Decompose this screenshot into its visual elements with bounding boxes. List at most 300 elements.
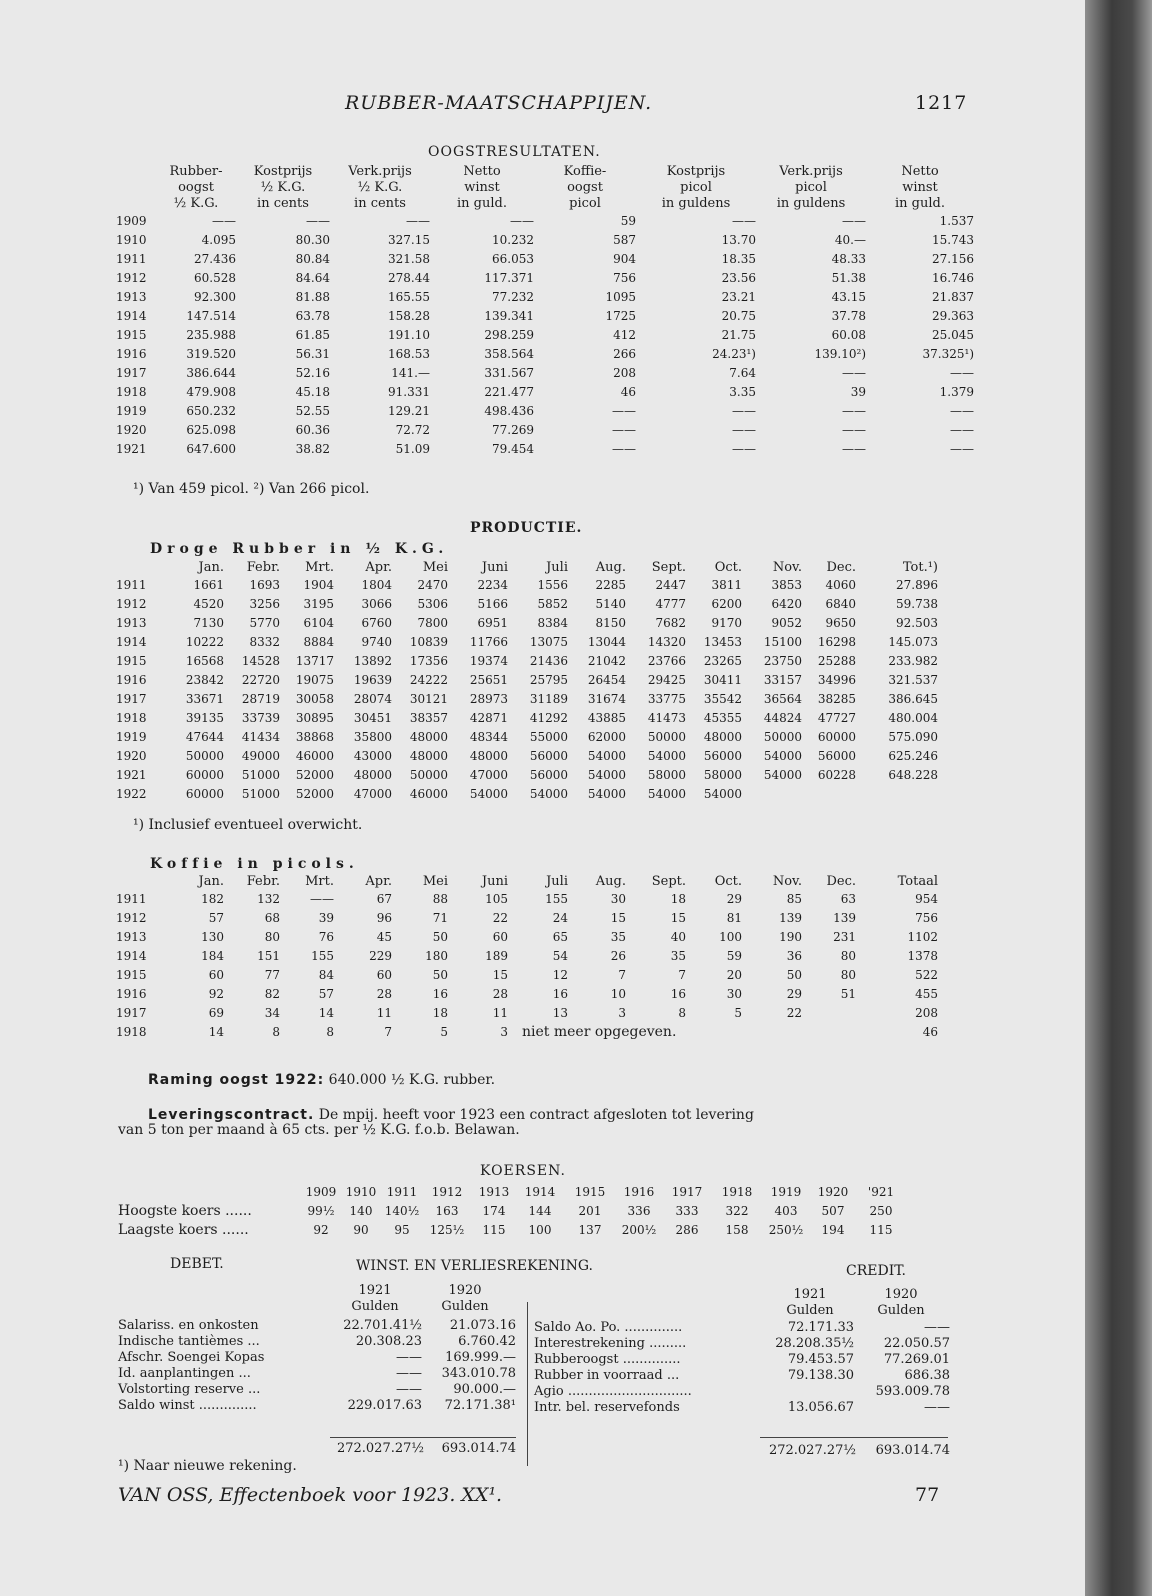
value-cell: 14 [318,1006,334,1020]
column-header: ½ K.G. [260,180,306,195]
oogst-row [116,231,974,250]
month-header: Febr. [246,560,280,575]
value-cell: 2447 [655,578,686,592]
ledger-value-1921: —— [396,1350,422,1365]
running-title: RUBBER-MAATSCHAPPIJEN. [345,92,653,114]
value-cell: 7 [618,968,626,982]
value-cell: 50 [432,968,448,982]
ledger-value-1921: 229.017.63 [347,1398,422,1413]
ledger-label: Volstorting reserve ... [118,1382,261,1397]
value-cell: 1804 [361,578,392,592]
value-cell: 54000 [763,768,802,782]
ledger-value-1920: 169.999.— [445,1350,516,1365]
koffie-row [116,966,938,985]
value-cell: 25795 [529,673,568,687]
rubber-row [116,671,938,690]
value-cell: 403 [774,1204,798,1218]
rubber-label: Droge Rubber in ½ K.G. [150,541,449,557]
column-header: Kostprijs [666,164,726,179]
value-cell: —— [612,423,636,437]
rubber-row [116,633,938,652]
unit-label: Gulden [351,1299,399,1314]
productie-title: PRODUCTIE. [470,520,583,536]
value-cell: 163 [435,1204,459,1218]
rubber-row [116,709,938,728]
month-header: Juni [481,560,508,575]
value-cell: 21.75 [721,328,756,342]
value-cell: 23.56 [721,271,756,285]
value-cell: 233.982 [888,654,938,668]
value-cell: 1693 [249,578,280,592]
rubber-row [116,690,938,709]
value-cell: 9740 [361,635,392,649]
value-cell: 5 [734,1006,742,1020]
value-cell: 3811 [711,578,742,592]
year-cell: 1918 [116,1025,147,1039]
value-cell: 29.363 [932,309,974,323]
value-cell: 80.30 [295,233,330,247]
month-header: Juli [546,874,568,889]
value-cell: 84.64 [295,271,330,285]
value-cell: 11 [492,1006,508,1020]
value-cell: 14320 [647,635,686,649]
value-cell: 61.85 [295,328,330,342]
oogst-row [116,269,974,288]
month-header: Jan. [198,560,224,575]
year-cell: 1917 [116,1006,147,1020]
value-cell: 51.09 [395,442,430,456]
month-header: Mrt. [305,874,334,889]
value-cell: 95 [394,1223,410,1237]
debet-heading: DEBET. [170,1256,224,1272]
rekening-footnote: ¹) Naar nieuwe rekening. [118,1458,297,1474]
value-cell: 31674 [587,692,626,706]
month-header: Juli [546,560,568,575]
value-cell: 46000 [409,787,448,801]
value-cell: 189 [485,949,508,963]
value-cell: 67 [376,892,392,906]
value-cell: 54000 [529,787,568,801]
value-cell: 41434 [241,730,280,744]
header-spacer [116,560,158,576]
value-cell: 52000 [295,787,334,801]
value-cell: 40.— [834,233,866,247]
value-cell: —— [950,423,974,437]
value-cell [802,785,856,804]
month-header: Oct. [714,560,742,575]
value-cell: 8 [272,1025,280,1039]
value-cell: 3.35 [729,385,756,399]
column-header: oogst [567,180,603,195]
rubber-row [116,785,938,804]
oogst-row [116,250,974,269]
value-cell: 15 [492,968,508,982]
value-cell: 18 [670,892,686,906]
ledger-value-1920: 77.269.01 [883,1352,950,1367]
value-cell: 1915 [574,1185,606,1199]
value-cell: 8 [326,1025,334,1039]
ledger-value-1921: 72.171.33 [787,1320,854,1335]
year-cell: 1913 [116,930,147,944]
koersen-year-row [118,1183,906,1202]
value-cell: 30058 [295,692,334,706]
value-cell: 319.520 [186,347,236,361]
value-cell: 647.600 [186,442,236,456]
value-cell: 6420 [771,597,802,611]
value-cell: 59 [726,949,742,963]
year-cell: 1920 [116,749,147,763]
row-label [118,1183,302,1202]
value-cell: 7130 [193,616,224,630]
value-cell: 48000 [703,730,742,744]
value-cell: 115 [482,1223,506,1237]
month-header: Aug. [595,560,626,575]
year-cell: 1916 [116,673,147,687]
value-cell: 88 [432,892,448,906]
column-header: picol [680,180,712,195]
value-cell: 27.436 [194,252,236,266]
month-header: Febr. [246,874,280,889]
value-cell: 85 [786,892,802,906]
value-cell: 48.33 [831,252,866,266]
column-header: Netto [463,164,501,179]
koffie-row-1918 [116,1023,938,1042]
value-cell: 38357 [409,711,448,725]
value-cell: 575.090 [888,730,938,744]
value-cell: 63.78 [295,309,330,323]
value-cell: 60.36 [295,423,330,437]
value-cell: 60 [376,968,392,982]
value-cell: 8 [678,1006,686,1020]
value-cell: 46 [922,1025,938,1039]
value-cell: 35542 [703,692,742,706]
value-cell: —— [732,442,756,456]
oogst-header-row [116,196,974,212]
value-cell: 1904 [303,578,334,592]
value-cell: 10.232 [492,233,534,247]
month-header: Juni [481,874,508,889]
value-cell: 69 [208,1006,224,1020]
column-header: in guldens [776,196,846,211]
value-cell: 35800 [353,730,392,744]
value-cell: 15 [610,911,626,925]
ledger-row [118,1318,520,1334]
value-cell: 55000 [529,730,568,744]
value-cell: 139.10²) [814,347,866,361]
value-cell: 28973 [469,692,508,706]
value-cell: 49000 [241,749,280,763]
value-cell: 322 [725,1204,749,1218]
value-cell: 147.514 [186,309,236,323]
value-cell: 28074 [353,692,392,706]
value-cell: 165.55 [388,290,430,304]
value-cell: 76 [318,930,334,944]
value-cell: 91.331 [388,385,430,399]
value-cell: 7 [384,1025,392,1039]
year-cell: 1918 [116,711,147,725]
value-cell: 50000 [647,730,686,744]
raming-line [148,1073,495,1088]
month-header: Mei [422,560,448,575]
value-cell: 23842 [185,673,224,687]
koffie-row [116,890,938,909]
ledger-label: Interestrekening ......... [534,1336,687,1351]
value-cell: 30121 [409,692,448,706]
oogst-row [116,440,974,459]
year-cell: 1915 [116,968,147,982]
value-cell: 184 [201,949,224,963]
value-cell: 46 [620,385,636,399]
column-header: Rubber- [169,164,223,179]
debet-totals [330,1441,516,1457]
value-cell: 16 [670,987,686,1001]
value-cell: 59.738 [896,597,938,611]
value-cell: 1378 [907,949,938,963]
value-cell: 21436 [529,654,568,668]
header-spacer [116,196,156,212]
value-cell: 507 [821,1204,845,1218]
ledger-label: Indische tantièmes ... [118,1334,260,1349]
value-cell: 33671 [185,692,224,706]
value-cell: 1910 [345,1185,377,1199]
value-cell: 8384 [537,616,568,630]
value-cell: 39 [318,911,334,925]
year-1921: 1921 [793,1287,827,1302]
oogst-row [116,326,974,345]
footer-page-number: 77 [915,1484,940,1506]
value-cell: 5852 [537,597,568,611]
levering-line-1 [148,1108,754,1123]
value-cell: 60000 [185,768,224,782]
value-cell: 60 [492,930,508,944]
value-cell: 37.78 [831,309,866,323]
value-cell: 36564 [763,692,802,706]
value-cell: 650.232 [186,404,236,418]
koffie-label: Koffie in picols. [150,856,359,872]
value-cell: 26 [610,949,626,963]
value-cell: 1661 [193,578,224,592]
year-cell: 1913 [116,616,147,630]
ledger-value-1921: 79.138.30 [787,1368,854,1383]
unit-label: Gulden [441,1299,489,1314]
value-cell: 33775 [647,692,686,706]
value-cell: 51000 [241,768,280,782]
value-cell: 250½ [768,1223,804,1237]
value-cell: —— [510,214,534,228]
row-label: Hoogste koers ...... [118,1203,252,1219]
value-cell: 31189 [529,692,568,706]
value-cell: —— [842,404,866,418]
column-header: in guld. [457,196,507,211]
year-cell: 1911 [116,578,147,592]
value-cell: 208 [613,366,636,380]
value-cell: 182 [201,892,224,906]
value-cell: 13 [552,1006,568,1020]
value-cell: —— [732,214,756,228]
value-cell: 11 [376,1006,392,1020]
value-cell: 144 [528,1204,552,1218]
value-cell: 115 [869,1223,893,1237]
ledger-label: Salariss. en onkosten [118,1318,259,1333]
value-cell: 208 [915,1006,938,1020]
ledger-label: Rubber in voorraad ... [534,1368,680,1383]
month-header: Tot.¹) [902,560,938,575]
value-cell: 56.31 [295,347,330,361]
rubber-header-row [116,560,938,576]
ledger-row [118,1398,520,1414]
value-cell: 99½ [307,1204,335,1218]
oogst-row [116,212,974,231]
value-cell: 6760 [361,616,392,630]
value-cell: 904 [613,252,636,266]
ledger-value-1921: 22.701.41½ [343,1318,422,1333]
column-header: in cents [257,196,309,211]
value-cell: 46000 [295,749,334,763]
value-cell: 1725 [605,309,636,323]
value-cell [856,785,938,804]
value-cell: 28 [376,987,392,1001]
ledger-label: Id. aanplantingen ... [118,1366,251,1381]
value-cell: 24 [552,911,568,925]
value-cell: 221.477 [484,385,534,399]
value-cell: 47000 [469,768,508,782]
value-cell: 6951 [477,616,508,630]
value-cell: 19075 [295,673,334,687]
year-cell: 1916 [116,347,147,361]
ledger-row [534,1368,964,1384]
column-header: winst [464,180,500,195]
value-cell: 80 [840,968,856,982]
ledger-value-1920: 6.760.42 [458,1334,516,1349]
column-header: Verk.prijs [779,164,843,179]
header-spacer [116,164,156,180]
value-cell: 479.908 [186,385,236,399]
value-cell: 333 [675,1204,699,1218]
value-cell: 23.21 [721,290,756,304]
value-cell: 648.228 [888,768,938,782]
value-cell: 266 [613,347,636,361]
rubber-row [116,728,938,747]
rubber-footnote: ¹) Inclusief eventueel overwicht. [133,817,363,833]
value-cell: 21042 [587,654,626,668]
value-cell: 15100 [763,635,802,649]
ledger-row [118,1366,520,1382]
value-cell: 77.269 [492,423,534,437]
year-cell: 1917 [116,692,147,706]
value-cell: 41473 [647,711,686,725]
value-cell: 3853 [771,578,802,592]
value-cell: 54000 [587,787,626,801]
value-cell [742,785,802,804]
ledger-value-1920: 90.000.— [453,1382,516,1397]
ledger-row [534,1336,964,1352]
value-cell: 278.44 [388,271,430,285]
value-cell: 82 [264,987,280,1001]
rubber-production-table [116,560,938,804]
value-cell: 45355 [703,711,742,725]
value-cell: —— [842,214,866,228]
value-cell: 5306 [417,597,448,611]
value-cell: —— [406,214,430,228]
hoogste-koers-row [118,1202,906,1221]
year-cell: 1912 [116,597,147,611]
value-cell: 8150 [595,616,626,630]
value-cell: 52000 [295,768,334,782]
value-cell: —— [212,214,236,228]
value-cell: 54000 [763,749,802,763]
value-cell: 13717 [295,654,334,668]
value-cell: 60 [208,968,224,982]
value-cell: 139.341 [484,309,534,323]
ledger-value-1921: —— [396,1382,422,1397]
debet-total-1920: 693.014.74 [441,1441,516,1456]
value-cell: 1918 [721,1185,753,1199]
value-cell: 54000 [703,787,742,801]
column-header: Kostprijs [253,164,313,179]
value-cell: 50000 [409,768,448,782]
header-spacer [116,180,156,196]
koersen-table [118,1183,906,1240]
value-cell: 1909 [305,1185,337,1199]
value-cell: 4777 [655,597,686,611]
value-cell: 57 [208,911,224,925]
value-cell: 30451 [353,711,392,725]
value-cell: 58000 [703,768,742,782]
year-cell: 1914 [116,635,147,649]
value-cell: 756 [915,911,938,925]
unit-label: Gulden [786,1303,834,1318]
value-cell: 48000 [409,730,448,744]
year-cell: 1919 [116,404,147,418]
value-cell: 54000 [469,787,508,801]
value-cell: 17356 [409,654,448,668]
value-cell: —— [612,404,636,418]
value-cell: 42871 [469,711,508,725]
value-cell: 1917 [671,1185,703,1199]
oogst-row [116,364,974,383]
koffie-row [116,985,938,1004]
value-cell: —— [950,404,974,418]
value-cell: —— [950,442,974,456]
header-spacer [116,874,158,890]
value-cell: 3256 [249,597,280,611]
value-cell: 37.325¹) [922,347,974,361]
column-header: oogst [178,180,214,195]
ledger-label: Agio .............................. [534,1384,692,1399]
debet-sum-line [330,1437,516,1438]
value-cell: 117.371 [484,271,534,285]
month-header: Aug. [595,874,626,889]
year-cell: 1921 [116,768,147,782]
value-cell: 30 [610,892,626,906]
value-cell: 92.503 [896,616,938,630]
value-cell: 25.045 [932,328,974,342]
value-cell: 60.528 [194,271,236,285]
value-cell: 81 [726,911,742,925]
year-cell: 1911 [116,892,147,906]
value-cell: 48000 [409,749,448,763]
raming-label: Raming oogst 1922: [148,1072,325,1088]
value-cell: 66.053 [492,252,534,266]
year-cell: 1916 [116,987,147,1001]
value-cell: 92 [208,987,224,1001]
value-cell: 130 [201,930,224,944]
credit-totals [760,1443,950,1459]
value-cell: 36 [786,949,802,963]
value-cell: 29 [786,987,802,1001]
value-cell: 92.300 [194,290,236,304]
value-cell: 79.454 [492,442,534,456]
